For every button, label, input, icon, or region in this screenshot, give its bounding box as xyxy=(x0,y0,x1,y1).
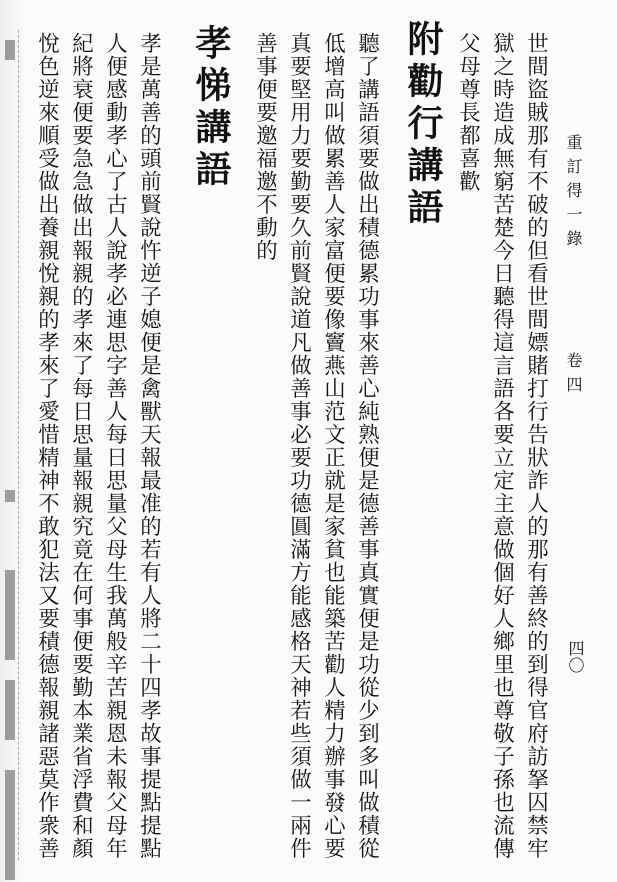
gutter-ink-mark xyxy=(5,680,15,740)
gutter-ink-mark xyxy=(5,490,15,502)
section-heading: 附勸行講語 xyxy=(402,20,444,230)
section-heading: 孝悌講語 xyxy=(190,24,232,192)
text-column: 聽了講語須要做出積德累功事來善心純熟便是德善事真實便是功從少到多叫做積從 xyxy=(354,32,380,860)
text-column: 世間盜賊那有不破的但看世間嫖賭打行告狀詐人的那有善終的到得官府訪拏囚禁牢 xyxy=(523,32,549,860)
gutter-ink-mark xyxy=(5,570,15,660)
gutter-ink-mark xyxy=(5,40,15,60)
text-column: 真要堅用力要勤要久前賢說道凡做善事必要功德圓滿方能感格天神若些須做一兩件 xyxy=(286,32,312,860)
volume-label: 卷四 xyxy=(564,352,583,400)
gutter-ink-mark xyxy=(5,770,15,880)
text-column: 善事便要邀福邀不動的 xyxy=(252,32,278,262)
text-column: 父母尊長都喜歡 xyxy=(455,32,481,193)
binding-gutter xyxy=(2,30,19,860)
book-title: 重訂得一錄 xyxy=(564,134,583,254)
text-column: 人便感動孝心了古人說孝必連思字善人每日思量父母生我萬般辛苦親恩未報父母年 xyxy=(102,32,128,860)
text-column: 悅色逆來順受做出養親悅親的孝來了愛惜精神不敢犯法又要積德報親諸惡莫作衆善 xyxy=(34,32,60,860)
text-column: 低增高叫做累善人家富便要像竇燕山范文正就是家貧也能築苦勸人精力辦事發心要 xyxy=(320,32,346,860)
text-column: 孝是萬善的頭前賢說忤逆子媳便是禽獸天報最准的若有人將二十四孝故事提點提點 xyxy=(136,32,162,860)
page-number: 四〇 xyxy=(566,640,585,674)
text-column: 獄之時造成無窮苦楚今日聽得這言語各要立定主意做個好人鄉里也尊敬子孫也流傳 xyxy=(489,32,515,860)
text-column: 紀將衰便要急急做出報親的孝來了每日思量報親究竟在何事便要勤本業省浮費和顏 xyxy=(68,32,94,860)
